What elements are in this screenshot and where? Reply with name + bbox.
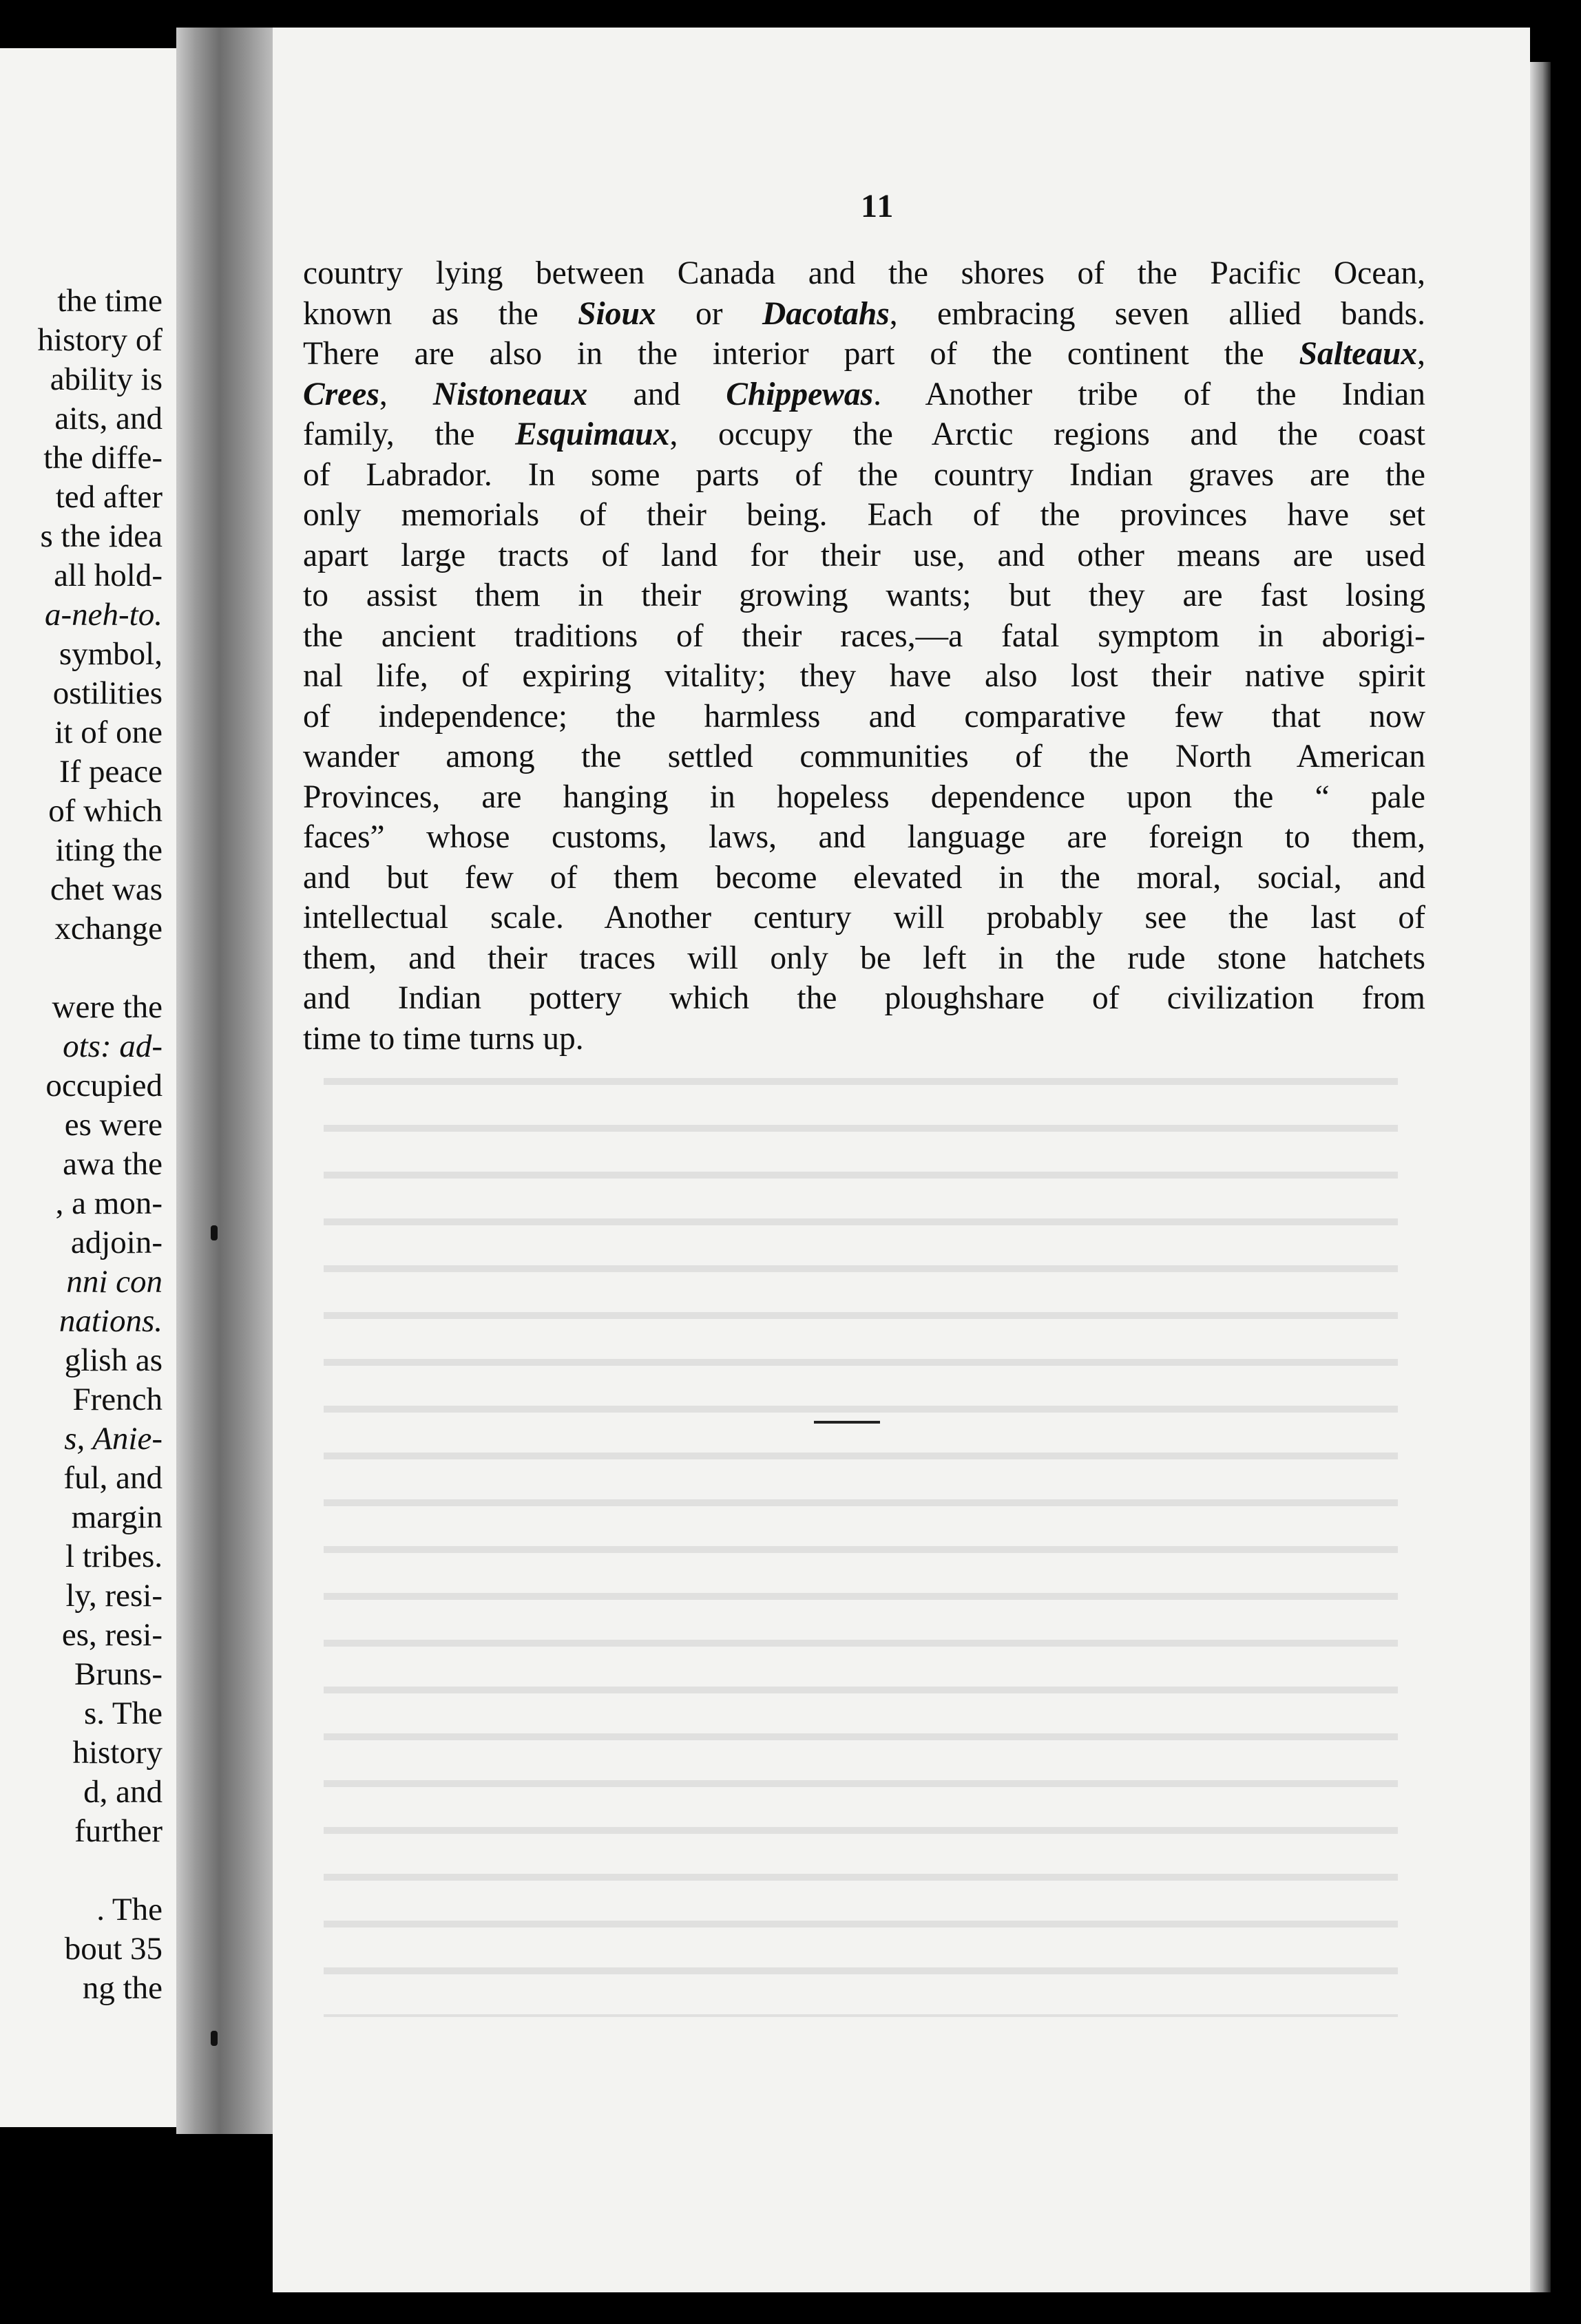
- left-page-line: of which: [48, 793, 163, 829]
- left-page-line: all hold-: [54, 558, 163, 593]
- left-page-line: iting the: [55, 832, 163, 868]
- text-line: wander among the settled communities of the North American: [303, 739, 1425, 774]
- left-page-line: nations.: [59, 1303, 163, 1339]
- text-line: to assist them in their growing wants; but they are fast losing: [303, 578, 1425, 613]
- left-page-line: awa the: [63, 1146, 163, 1182]
- reverse-show-through: [324, 1039, 1398, 2017]
- left-page-line: occupied: [45, 1068, 163, 1103]
- left-page-line: d, and: [83, 1774, 163, 1810]
- body-paragraph: [303, 253, 1425, 1059]
- left-page-line: s, Anie-: [64, 1421, 163, 1457]
- left-page-line: ability is: [50, 361, 163, 397]
- left-page-line: Bruns-: [74, 1656, 163, 1692]
- left-page-line: were the: [52, 989, 163, 1025]
- left-page-line: es were: [64, 1107, 163, 1143]
- left-page-line: a-neh-to.: [45, 597, 163, 633]
- left-page-line: margin: [71, 1499, 163, 1535]
- left-page-line: ng the: [82, 1970, 163, 2006]
- book-gutter: [176, 28, 273, 2134]
- left-page-line: glish as: [64, 1342, 163, 1378]
- text-line: them, and their traces will only be left in the rude stone hatchets: [303, 940, 1425, 976]
- left-page-line: es, resi-: [61, 1617, 163, 1653]
- text-line: country lying between Canada and the shores of the Pacific Ocean,: [303, 255, 1425, 291]
- left-page-line: bout 35: [64, 1931, 163, 1967]
- text-line: Crees, Nistoneaux and Chippewas. Another tribe of the Indian: [303, 376, 1425, 412]
- page-edge: [1530, 62, 1551, 2292]
- left-page-line: , a mon-: [55, 1185, 163, 1221]
- left-page-line: the time: [57, 283, 163, 319]
- text-line: apart large tracts of land for their use, and other means are used: [303, 537, 1425, 573]
- left-page-line: ostilities: [52, 675, 163, 711]
- left-page-line: chet was: [50, 872, 163, 907]
- text-line: time to time turns up.: [303, 1020, 584, 1057]
- text-line: of independence; the harmless and comparative few that now: [303, 698, 1425, 735]
- section-rule: [814, 1421, 880, 1424]
- text-line: intellectual scale. Another century will probably see the last of: [303, 900, 1425, 936]
- text-line: and but few of them become elevated in the moral, social, and: [303, 859, 1425, 896]
- text-line: only memorials of their being. Each of the provinces have set: [303, 497, 1425, 533]
- left-page-line: xchange: [54, 911, 163, 947]
- left-page-line: s. The: [83, 1696, 163, 1731]
- left-page-line: history: [72, 1735, 163, 1771]
- left-page-line: adjoin-: [70, 1225, 163, 1260]
- text-line: of Labrador. In some parts of the country Indian graves are the: [303, 456, 1425, 493]
- gutter-mark: [211, 1225, 218, 1240]
- text-line: and Indian pottery which the ploughshare of civilization from: [303, 980, 1425, 1016]
- left-page-line: ly, resi-: [65, 1578, 163, 1614]
- left-page-fragment: [0, 48, 179, 2127]
- text-line: faces” whose customs, laws, and language are foreign to them,: [303, 819, 1425, 855]
- left-page-line: l tribes.: [65, 1539, 163, 1574]
- left-page-line: ful, and: [63, 1460, 163, 1496]
- text-line: There are also in the interior part of the continent the Salteaux,: [303, 336, 1425, 372]
- left-page-line: symbol,: [59, 636, 163, 672]
- text-line: nal life, of expiring vitality; they have also lost their native spirit: [303, 658, 1425, 694]
- text-line: family, the Esquimaux, occupy the Arctic regions and the coast: [303, 416, 1425, 452]
- gutter-mark: [211, 2031, 218, 2046]
- left-page-line: If peace: [59, 754, 163, 790]
- left-page-line: history of: [37, 322, 163, 358]
- page-number: 11: [861, 188, 895, 224]
- left-page-line: . The: [96, 1892, 163, 1927]
- left-page-line: s the idea: [40, 518, 163, 554]
- left-page-line: it of one: [54, 715, 163, 750]
- text-line: known as the Sioux or Dacotahs, embracing seven allied bands.: [303, 295, 1425, 332]
- left-page-line: ots: ad-: [63, 1028, 163, 1064]
- left-page-line: French: [72, 1382, 163, 1417]
- text-line: the ancient traditions of their races,—a fatal symptom in aborigi-: [303, 617, 1425, 654]
- left-page-line: the diffe-: [43, 440, 163, 476]
- text-line: Provinces, are hanging in hopeless dependence upon the “ pale: [303, 779, 1425, 815]
- left-page-line: aits, and: [54, 401, 163, 436]
- left-page-line: further: [74, 1813, 163, 1849]
- left-page-line: nni con: [66, 1264, 163, 1300]
- left-page-line: ted after: [55, 479, 163, 515]
